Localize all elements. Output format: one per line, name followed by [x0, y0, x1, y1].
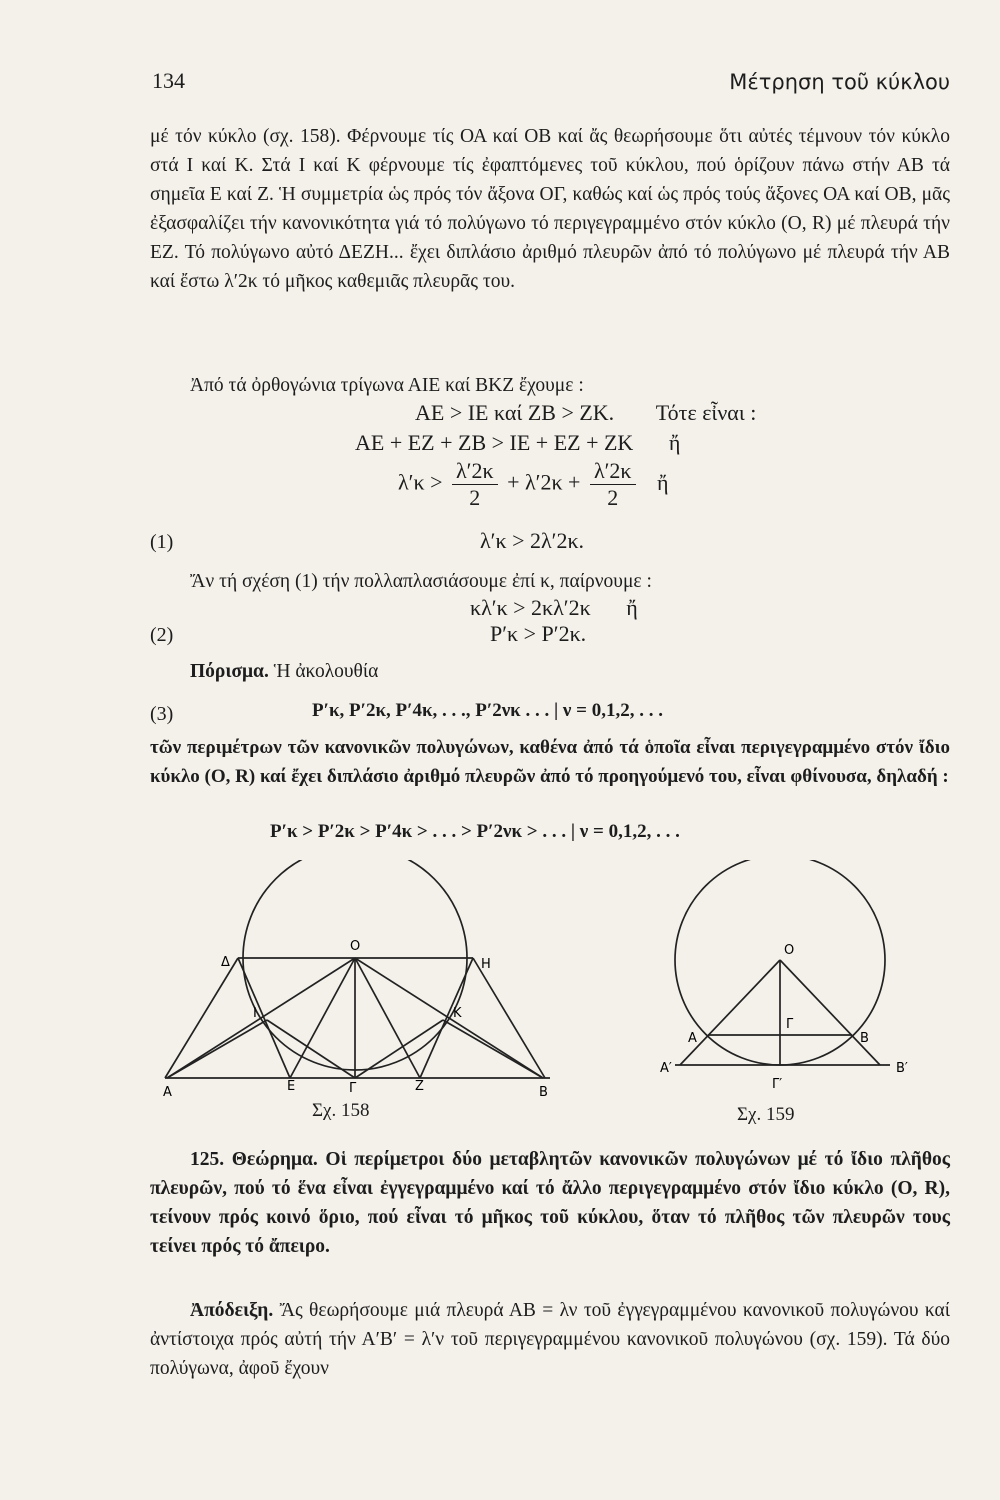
- label-2: (2): [150, 624, 174, 646]
- fraction-1: $\frac{\lambda'2\kappa}{2}$: [452, 458, 498, 511]
- equation-b: ΑΕ + ΕΖ + ΖΒ > ΙΕ + ΕΖ + ΖΚ ἤ: [355, 430, 681, 455]
- page-header: [152, 68, 950, 108]
- label-E: Ε: [287, 1079, 296, 1094]
- equation-2: P′κ > P′2κ.: [490, 621, 587, 646]
- caption-159: Σχ. 159: [737, 1104, 795, 1125]
- paragraph-4: τῶν περιμέτρων τῶν κανονικῶν πολυγώνων, καθένα ἀπό τά ὁποῖα εἶναι περιγεγραμμένο στόν ἴδιο κύκλο (O, R) καί ἔχει διπλάσιο ἀριθμό πλευρῶν ἀπό τό προηγούμενό του, εἶναι φθίνουσα, δηλαδή :: [150, 737, 950, 787]
- corollary-heading: [150, 657, 950, 686]
- label-A-159: A: [688, 1031, 697, 1046]
- proof-text: Ἄς θεωρήσουμε μιά πλευρά ΑΒ = λν τοῦ ἐγγεγραμμένου κανονικοῦ πολυγώνου καί ἀντίστοιχα πρός αὐτή τήν Α′Β′ = λ′ν τοῦ περιγεγραμμένου κανονικοῦ πολυγώνου (σχ. 159). Τά δύο πολύγωνα, ἀφοῦ ἔχουν: [150, 1300, 950, 1379]
- line-OA2: [680, 960, 780, 1065]
- page-number: 134: [152, 68, 185, 93]
- label-3: (3): [150, 703, 174, 725]
- line-OB2: [780, 960, 880, 1065]
- label-A: Α: [163, 1085, 172, 1100]
- label-A2-159: A′: [660, 1061, 672, 1076]
- paragraph-2: Ἀπό τά ὀρθογώνια τρίγωνα ΑΙΕ καί ΒΚΖ ἔχουμε :: [190, 375, 584, 396]
- label-H: Η: [481, 957, 491, 972]
- tangent-DE: [238, 958, 290, 1078]
- corollary-title: Πόρισμα.: [190, 661, 269, 682]
- line-OE: [290, 958, 355, 1078]
- equation-a: ΑΕ > ΙΕ καί ΖΒ > ΖΚ. Τότε εἶναι :: [415, 400, 757, 425]
- equation-1: λ′κ > 2λ′2κ.: [480, 528, 585, 553]
- proof: [150, 1296, 950, 1383]
- label-O-159: O: [784, 943, 795, 958]
- side-AD: [165, 958, 238, 1078]
- label-G2-159: Γ′: [772, 1077, 783, 1092]
- caption-158: Σχ. 158: [312, 1100, 370, 1121]
- line-IG: [267, 1020, 355, 1078]
- label-B-159: B: [860, 1031, 869, 1046]
- theorem-text: Οἱ περίμετροι δύο μεταβλητῶν κανονικῶν πολυγώνων μέ τό ἴδιο πλῆθος πλευρῶν, πού τό ἕνα εἶναι ἐγγεγραμμένο καί τό ἄλλο περιγεγραμμένο στόν ἴδιο κύκλο (O, R), τείνουν πρός κοινό ὅριο, πού εἶναι τό μῆκος τοῦ κύκλου, ὅταν τό πλῆθος τῶν πλευρῶν τους τείνει πρός τό ἄπειρο.: [150, 1149, 950, 1257]
- label-B: Β: [539, 1085, 548, 1100]
- corollary-text: Ἡ ἀκολουθία: [273, 661, 379, 682]
- theorem-number: 125. Θεώρημα.: [190, 1149, 318, 1170]
- label-Z: Ζ: [415, 1079, 424, 1094]
- label-K: Κ: [453, 1006, 462, 1021]
- equation-d: κλ′κ > 2κλ′2κ ἤ: [470, 595, 638, 620]
- label-G-159: Γ: [786, 1017, 794, 1032]
- label-B2-159: B′: [896, 1061, 908, 1076]
- theorem-125: [150, 1145, 950, 1261]
- proof-title: Ἀπόδειξη.: [190, 1300, 274, 1321]
- equation-3: P′κ, P′2κ, P′4κ, . . ., P′2νκ . . . | ν = 0,1,2, . . .: [312, 700, 663, 721]
- figure-158: [155, 860, 555, 1100]
- label-O: O: [350, 939, 361, 954]
- line-OZ: [355, 958, 420, 1078]
- fraction-2: $\frac{\lambda'2\kappa}{2}$: [590, 458, 636, 511]
- equation-c: λ′κ > $\frac{\lambda'2\kappa}{2}$ + λ′2κ + $\frac{\lambda'2\kappa}{2}$ ἤ: [398, 458, 669, 510]
- label-I: Ι: [253, 1006, 257, 1021]
- equation-4: P′κ > P′2κ > P′4κ > . . . > P′2νκ > . . . | ν = 0,1,2, . . .: [270, 821, 680, 842]
- side-BH: [473, 958, 545, 1078]
- paragraph-1: μέ τόν κύκλο (σχ. 158). Φέρνουμε τίς ΟΑ καί ΟΒ καί ἄς θεωρήσουμε ὅτι αὐτές τέμνουν τόν κύκλο στά Ι καί Κ. Στά Ι καί Κ φέρνουμε τίς ἐφαπτόμενες τοῦ κύκλου, πού ὁρίζουν πάνω στήν ΑΒ τά σημεῖα Ε καί Ζ. Ἡ συμμετρία ὡς πρός τόν ἄξονα ΟΓ, καθώς καί ὡς πρός τούς ἄξονες ΟΑ καί ΟΒ, μᾶς ἐξασφαλίζει τήν κανονικότητα γιά τό πολύγωνο τό περιγεγραμμένο στόν κύκλο (O, R) μέ πλευρά τήν ΕΖ. Τό πολύγωνο αὐτό ΔΕΖΗ... ἔχει διπλάσιο ἀριθμό πλευρῶν ἀπό τό πολύγωνο μέ πλευρά τήν ΑΒ καί ἔστω λ′2κ τό μῆκος καθεμιᾶς πλευρᾶς του.: [150, 126, 950, 292]
- label-G: Γ: [349, 1081, 357, 1096]
- line-KG: [355, 1020, 443, 1078]
- paragraph-3: Ἄν τή σχέση (1) τήν πολλαπλασιάσουμε ἐπί κ, παίρνουμε :: [190, 571, 652, 592]
- running-title: Μέτρηση τοῦ κύκλου: [729, 70, 950, 94]
- label-D: Δ: [221, 955, 230, 970]
- figure-159: [660, 860, 920, 1100]
- label-1: (1): [150, 531, 174, 553]
- tangent-HZ: [420, 958, 473, 1078]
